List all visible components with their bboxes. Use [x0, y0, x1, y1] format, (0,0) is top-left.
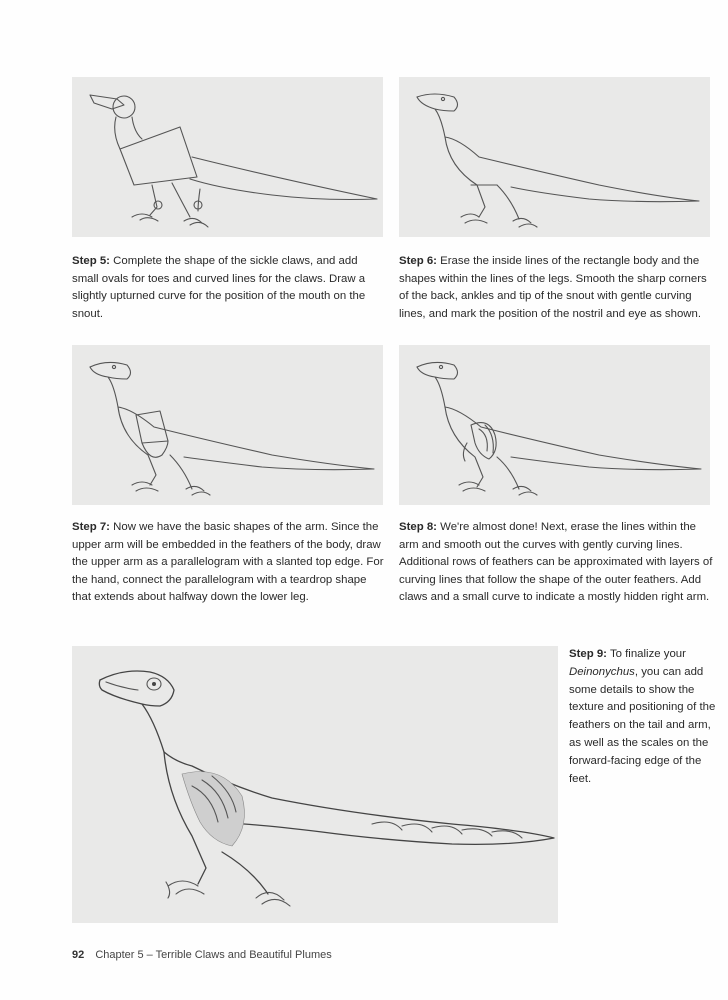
step5-caption	[72, 253, 387, 323]
step6-label: Step 6:	[399, 255, 437, 267]
step6-caption	[399, 253, 714, 323]
step9-text-before: To finalize your	[609, 648, 686, 660]
step5-text: Complete the shape of the sickle claws, and add small ovals for toes and curved lines for the claws. Draw a slightly upturned curve for the position of the mouth on the snout.	[72, 255, 366, 320]
step9-caption	[569, 646, 719, 788]
step6-text: Erase the inside lines of the rectangle body and the shapes within the lines of the legs. Smooth the sharp corners of the back, ankles and tip of the snout with gentle curving lines, and mark the position of the nostril and eye as shown.	[399, 255, 707, 320]
step9-text-after: , you can add some details to show the texture and positioning of the feathers on the tail and arm, as well as the scales on the forward-facing edge of the feet.	[569, 665, 716, 785]
page-footer	[72, 949, 332, 961]
page-number: 92	[72, 949, 85, 961]
chapter-title: Chapter 5 – Terrible Claws and Beautiful Plumes	[95, 949, 332, 961]
step5-label: Step 5:	[72, 255, 110, 267]
step5-dinosaur-sketch	[72, 77, 383, 237]
step8-caption	[399, 519, 714, 607]
step7-caption	[72, 519, 387, 607]
step7-dinosaur-sketch	[72, 345, 383, 505]
step7-illustration	[72, 345, 383, 505]
step9-dinosaur-drawing	[72, 646, 558, 923]
step6-dinosaur-sketch	[399, 77, 710, 237]
step7-label: Step 7:	[72, 521, 110, 533]
step6-illustration	[399, 77, 710, 237]
step9-species-name: Deinonychus	[569, 665, 635, 678]
step9-label: Step 9:	[569, 648, 607, 660]
step5-illustration	[72, 77, 383, 237]
step7-text: Now we have the basic shapes of the arm. Since the upper arm will be embedded in the feathers of the body, draw the upper arm as a parallelogram with a slanted top edge. For the hand, connect the parallelogram with a teardrop shape that extends about halfway down the lower leg.	[72, 521, 384, 604]
step8-dinosaur-sketch	[399, 345, 710, 505]
step9-illustration	[72, 646, 558, 923]
step8-label: Step 8:	[399, 521, 437, 533]
step8-illustration	[399, 345, 710, 505]
step8-text: We're almost done! Next, erase the lines within the arm and smooth out the curves with gently curving lines. Additional rows of feathers can be approximated with layers of curving lines that follow the shape of the outer feathers. Add claws and a small curve to indicate a mostly hidden right arm.	[399, 521, 713, 604]
